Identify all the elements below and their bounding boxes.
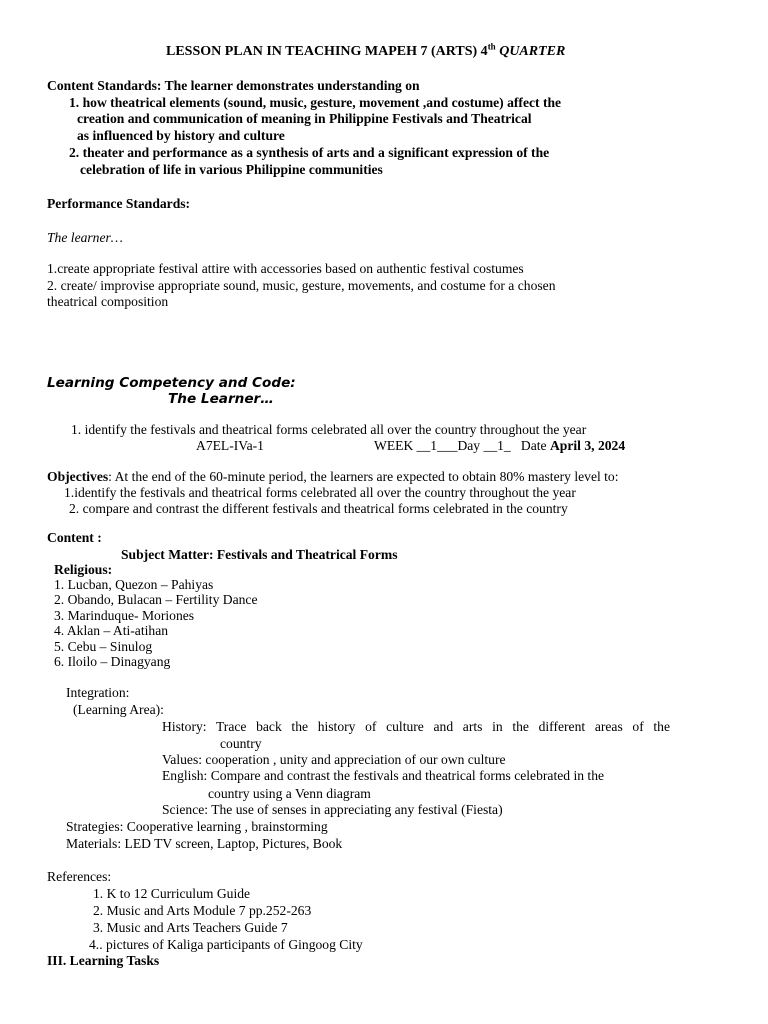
title-superscript: th xyxy=(487,41,496,52)
learning-competency-heading: Learning Competency and Code: xyxy=(47,375,296,391)
objectives-label: Objectives xyxy=(47,469,109,484)
integration-english-line-2: country using a Venn diagram xyxy=(208,786,371,801)
references-label: References: xyxy=(47,869,112,884)
religious-label: Religious: xyxy=(54,562,113,577)
festival-list-item: 2. Obando, Bulacan – Fertility Dance xyxy=(54,592,258,607)
objective-2: 2. compare and contrast the different festivals and theatrical forms celebrated in the country xyxy=(69,501,568,516)
performance-standard-2-line-1: 2. create/ improvise appropriate sound, music, gesture, movements, and costume for a chosen xyxy=(47,278,556,293)
materials: Materials: LED TV screen, Laptop, Pictures, Book xyxy=(66,836,343,851)
content-standards-heading: Content Standards: The learner demonstrates understanding on xyxy=(47,78,420,93)
objective-1: 1.identify the festivals and theatrical forms celebrated all over the country throughout the year xyxy=(64,485,576,500)
performance-standard-2-line-2: theatrical composition xyxy=(47,294,169,309)
reference-item: 2. Music and Arts Module 7 pp.252-263 xyxy=(93,903,312,918)
festival-list-item: 3. Marinduque- Moriones xyxy=(54,608,195,623)
festival-list-item: 6. Iloilo – Dinagyang xyxy=(54,654,171,669)
day-label: Day xyxy=(457,438,481,453)
competency-code: A7EL-IVa-1 xyxy=(196,438,264,453)
lesson-plan-title xyxy=(166,41,566,60)
content-standard-2-line-2: celebration of life in various Philippine communities xyxy=(80,162,383,177)
festival-list-item: 5. Cebu – Sinulog xyxy=(54,639,153,654)
content-standard-1-line-3: as influenced by history and culture xyxy=(77,128,285,143)
week-value: __1___ xyxy=(416,438,458,453)
week-day-date-line xyxy=(374,438,625,454)
day-value: __1_ xyxy=(483,438,511,453)
date-value: April 3, 2024 xyxy=(549,438,626,453)
integration-science: Science: The use of senses in appreciating any festival (Fiesta) xyxy=(162,802,503,817)
integration-history-line-2: country xyxy=(220,736,262,751)
week-label: WEEK xyxy=(374,438,414,453)
performance-learner-label: The learner… xyxy=(47,230,123,245)
reference-item: 4.. pictures of Kaliga participants of Gingoog City xyxy=(89,937,363,952)
learning-area-label: (Learning Area): xyxy=(73,702,164,717)
integration-english-line-1: English: Compare and contrast the festivals and theatrical forms celebrated in the xyxy=(162,768,605,783)
title-main: LESSON PLAN IN TEACHING MAPEH 7 (ARTS) 4 xyxy=(166,44,488,59)
reference-item: 1. K to 12 Curriculum Guide xyxy=(93,886,251,901)
content-label: Content : xyxy=(47,530,102,545)
integration-values: Values: cooperation , unity and appreciation of our own culture xyxy=(162,752,506,767)
content-standard-1-line-2: creation and communication of meaning in Philippine Festivals and Theatrical xyxy=(77,111,532,126)
content-standard-1-line-1: 1. how theatrical elements (sound, music, gesture, movement ,and costume) affect the xyxy=(69,95,562,110)
date-label: Date xyxy=(520,438,547,453)
festival-list-item: 4. Aklan – Ati-atihan xyxy=(54,623,169,638)
learning-tasks-heading: III. Learning Tasks xyxy=(47,953,160,968)
competency-item-1: 1. identify the festivals and theatrical forms celebrated all over the country throughout the year xyxy=(71,422,587,437)
integration-label: Integration: xyxy=(66,685,130,700)
integration-history-line-1: History: Trace back the history of culture and arts in the different areas of the xyxy=(162,719,670,734)
competency-learner-label: The Learner… xyxy=(168,391,274,407)
title-quarter: QUARTER xyxy=(499,44,566,59)
subject-matter: Subject Matter: Festivals and Theatrical Forms xyxy=(121,547,398,562)
reference-item: 3. Music and Arts Teachers Guide 7 xyxy=(93,920,288,935)
content-standard-2-line-1: 2. theater and performance as a synthesis of arts and a significant expression of the xyxy=(69,145,550,160)
objectives-text: : At the end of the 60-minute period, the learners are expected to obtain 80% mastery level to: xyxy=(108,469,619,484)
objectives-line xyxy=(47,469,619,485)
strategies: Strategies: Cooperative learning , brainstorming xyxy=(66,819,328,834)
festival-list-item: 1. Lucban, Quezon – Pahiyas xyxy=(54,577,214,592)
performance-standard-1: 1.create appropriate festival attire with accessories based on authentic festival costumes xyxy=(47,261,524,276)
performance-standards-heading: Performance Standards: xyxy=(47,196,191,211)
